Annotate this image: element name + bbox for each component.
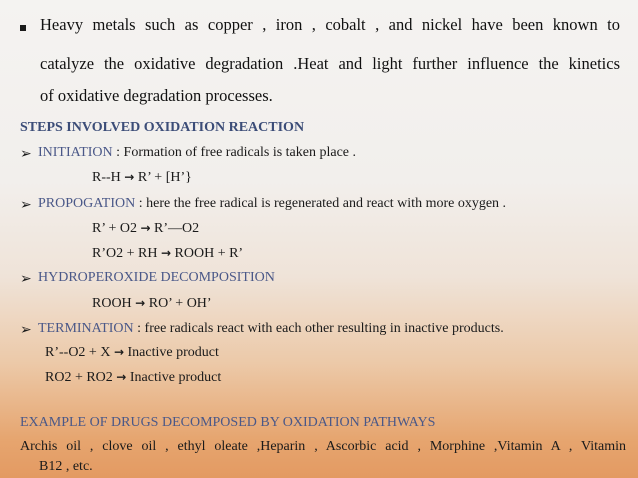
- examples-line-2: B12 , etc.: [39, 459, 93, 474]
- right-arrow-icon: →: [160, 246, 172, 260]
- step-description: : Formation of free radicals is taken place .: [112, 145, 357, 160]
- step-term: TERMINATION: [38, 321, 134, 336]
- right-arrow-icon: →: [116, 370, 127, 384]
- step-hydroperoxide: [38, 271, 275, 285]
- termination-formula-1: [45, 346, 219, 360]
- step-term: PROPOGATION: [38, 196, 136, 211]
- hydroperoxide-formula: [92, 297, 212, 311]
- formula-left: RO2 + RO2: [45, 370, 117, 385]
- arrow-bullet-icon: ➢: [20, 323, 32, 338]
- right-arrow-icon: →: [113, 345, 125, 359]
- arrow-bullet-icon: ➢: [20, 147, 32, 162]
- right-arrow-icon: →: [124, 170, 135, 184]
- formula-left: R--H: [92, 170, 125, 185]
- intro-line-3: of oxidative degradation processes.: [40, 86, 273, 105]
- step-description: : free radicals react with each other resulting in inactive products.: [133, 321, 504, 336]
- step-term: INITIATION: [38, 145, 113, 160]
- formula-right: ROOH + R’: [174, 246, 244, 261]
- formula-right: RO’ + OH’: [148, 296, 212, 311]
- right-arrow-icon: →: [140, 221, 151, 235]
- step-description: : here the free radical is regenerated and react with more oxygen .: [135, 196, 507, 211]
- intro-line-1: Heavy metals such as copper , iron , cobalt , and nickel have been known to: [40, 15, 620, 34]
- formula-right: Inactive product: [127, 345, 219, 360]
- formula-right: Inactive product: [129, 370, 222, 385]
- intro-line-2: catalyze the oxidative degradation .Heat and light further influence the kinetics: [40, 54, 620, 73]
- arrow-bullet-icon: ➢: [20, 272, 32, 287]
- step-propogation: [38, 197, 506, 211]
- formula-right: R’—O2: [154, 221, 200, 236]
- propogation-formula-2: [92, 247, 243, 261]
- formula-left: R’--O2 + X: [45, 345, 114, 360]
- formula-right: R’ + [H’}: [137, 170, 192, 185]
- steps-heading: STEPS INVOLVED OXIDATION REACTION: [20, 120, 305, 135]
- right-arrow-icon: →: [135, 296, 146, 310]
- formula-left: R’O2 + RH: [92, 246, 161, 261]
- initiation-formula: [92, 171, 192, 185]
- step-term: HYDROPEROXIDE DECOMPOSITION: [38, 270, 275, 285]
- propogation-formula-1: [92, 222, 199, 236]
- square-bullet-icon: [20, 25, 26, 31]
- arrow-bullet-icon: ➢: [20, 198, 32, 213]
- examples-line-1: Archis oil , clove oil , ethyl oleate ,Heparin , Ascorbic acid , Morphine ,Vitamin A , Vitamin: [20, 439, 626, 454]
- step-termination: [38, 322, 504, 336]
- formula-left: ROOH: [92, 296, 136, 311]
- formula-left: R’ + O2: [92, 221, 141, 236]
- termination-formula-2: [45, 371, 221, 385]
- step-initiation: [38, 146, 356, 160]
- examples-heading: EXAMPLE OF DRUGS DECOMPOSED BY OXIDATION PATHWAYS: [20, 415, 436, 430]
